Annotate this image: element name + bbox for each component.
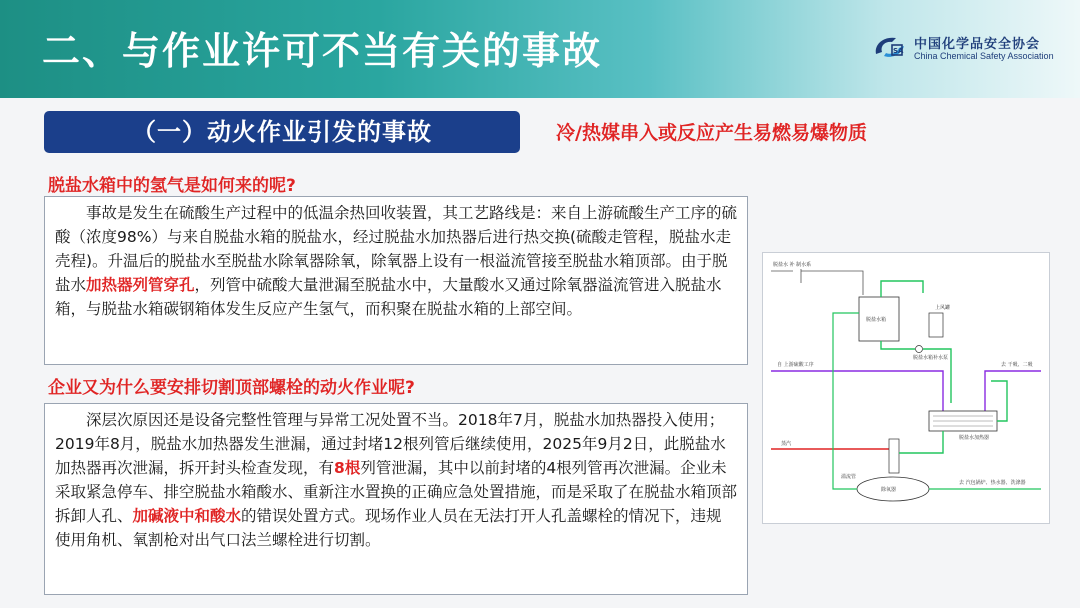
question-2-title: 企业又为什么要安排切割顶部螺栓的动火作业呢? <box>48 378 415 398</box>
label-tank: 脱盐水箱 <box>866 317 887 323</box>
header-banner <box>0 0 1080 98</box>
label-top-right: 上风罐 <box>935 305 951 311</box>
q2-text-part-3: 的错误处置方式。现场作业人员在无法打开人孔盖螺栓的情况下，违规使用角机、氧割枪对出气口法兰螺栓进行切割。 <box>55 507 722 549</box>
label-left-mid: 自 上游硫酸工序 <box>777 362 814 368</box>
label-bottom-right: 去 汽包锅炉、热水器、洗涤器 <box>959 480 1026 486</box>
label-heater: 脱盐水加热器 <box>959 435 990 441</box>
q2-highlight-8-tubes: 8根 <box>334 459 361 477</box>
svg-text:SA: SA <box>893 47 904 55</box>
question-1-text-box <box>44 196 748 365</box>
logo-chinese-text: 中国化学品安全协会 <box>914 37 1041 52</box>
q1-text-part-1: 事故是发生在硫酸生产过程中的低温余热回收装置，其工艺路线是：来自上游硫酸生产工序的硫酸（浓度98%）与来自脱盐水箱的脱盐水，经过脱盐水加热器后进行热交换(硫酸走管程，脱盐水走壳程)。升温后的脱盐水至脱盐水除氧器除氧，除氧器上设有一根溢流管接至脱盐水箱顶部。由于脱盐水 <box>55 204 738 294</box>
label-top-left: 脱盐水 补 制水系 <box>773 262 812 268</box>
label-right-mid: 去 干吸、二吸 <box>1001 362 1033 368</box>
question-1-title: 脱盐水箱中的氢气是如何来的呢? <box>48 176 296 196</box>
q1-text-part-2: ，列管中硫酸大量泄漏至脱盐水中，大量酸水又通过除氧器溢流管进入脱盐水箱，与脱盐水箱碳钢箱体发生反应产生氢气，而积聚在脱盐水箱的上部空间。 <box>55 276 722 318</box>
acid-outlet-line <box>985 371 1041 411</box>
process-flow-svg <box>763 253 1049 523</box>
acid-inlet-line <box>771 371 943 411</box>
overflow-return-line <box>833 313 859 489</box>
question-2-text-box <box>44 403 748 595</box>
steam-line <box>771 449 893 469</box>
deaerator-column <box>889 439 899 473</box>
q1-highlight-tube-perforation: 加热器列管穿孔 <box>86 276 195 294</box>
section-subtitle: 冷/热媒串入或反应产生易燃易爆物质 <box>556 122 867 144</box>
pump-symbol <box>916 346 923 353</box>
label-pump: 脱盐水箱补水泵 <box>913 355 949 361</box>
label-deaerator: 除氧器 <box>881 487 897 493</box>
association-logo-icon <box>872 32 910 62</box>
upper-small-tank <box>929 313 943 337</box>
section-badge: （一）动火作业引发的事故 <box>44 111 520 153</box>
q2-highlight-alkali-neutralize: 加碱液中和酸水 <box>132 507 242 525</box>
logo-english-text: China Chemical Safety Association <box>914 51 1054 61</box>
label-steam: 蒸汽 <box>781 441 792 447</box>
label-overflow: 溢流管 <box>841 474 857 480</box>
overflow-line-top <box>881 281 923 297</box>
page-title: 二、与作业许可不当有关的事故 <box>42 29 603 73</box>
q2-text-part-2: 列管泄漏，其中以前封堵的4根列管再次泄漏。企业未采取紧急停车、排空脱盐水箱酸水、重新注水置换的正确应急处置措施，而是采取了在脱盐水箱顶部拆卸人孔、 <box>55 459 738 525</box>
process-flow-diagram <box>762 252 1050 524</box>
q2-text-part-1: 深层次原因还是设备完整性管理与异常工况处置不当。2018年7月，脱盐水加热器投入使用；2019年8月，脱盐水加热器发生泄漏，通过封堵12根列管后继续使用，2025年9月2日，此脱盐水加热器再次泄漏，拆开封头检查发现，有 <box>55 411 726 477</box>
